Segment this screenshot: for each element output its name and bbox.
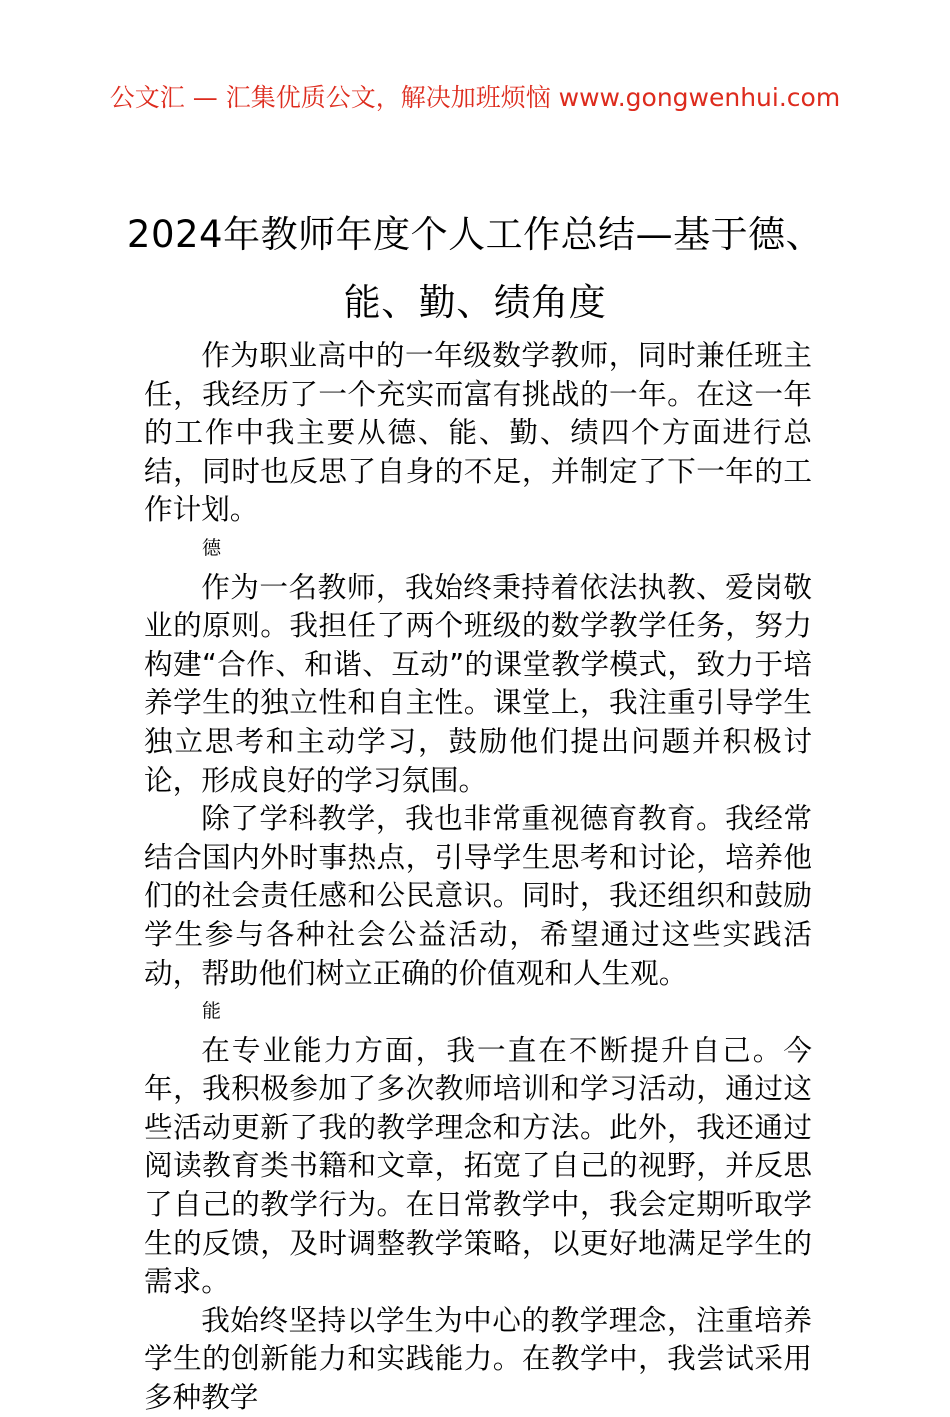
document-title-line-1: 2024年教师年度个人工作总结—基于德、: [126, 212, 824, 256]
document-title-line-2: 能、勤、绩角度: [343, 280, 607, 324]
section-heading: 能: [201, 1000, 221, 1023]
document-body: [144, 336, 812, 1417]
document-title: [120, 201, 830, 337]
site-watermark-banner: [0, 82, 950, 114]
body-paragraph: 作为职业高中的一年级数学教师，同时兼任班主任，我经历了一个充实而富有挑战的一年。在这一年的工作中我主要从德、能、勤、绩四个方面进行总结，同时也反思了自身的不足，并制定了下一年的工作计划。: [144, 338, 812, 527]
site-banner-url: www.gongwenhui.com: [558, 83, 841, 112]
body-paragraph: 在专业能力方面，我一直在不断提升自己。今年，我积极参加了多次教师培训和学习活动，通过这些活动更新了我的教学理念和方法。此外，我还通过阅读教育类书籍和文章，拓宽了自己的视野，并反思了自己的教学行为。在日常教学中，我会定期听取学生的反馈，及时调整教学策略，以更好地满足学生的需求。: [144, 1032, 812, 1299]
body-paragraph: 我始终坚持以学生为中心的教学理念，注重培养学生的创新能力和实践能力。在教学中，我尝试采用多种教学: [144, 1302, 812, 1415]
body-paragraph: 作为一名教师，我始终秉持着依法执教、爱岗敬业的原则。我担任了两个班级的数学教学任务，努力构建“合作、和谐、互动”的课堂教学模式，致力于培养学生的独立性和自主性。课堂上，我注重引导学生独立思考和主动学习，鼓励他们提出问题并积极讨论，形成良好的学习氛围。: [144, 569, 812, 797]
body-paragraph: 除了学科教学，我也非常重视德育教育。我经常结合国内外时事热点，引导学生思考和讨论，培养他们的社会责任感和公民意识。同时，我还组织和鼓励学生参与各种社会公益活动，希望通过这些实践活动，帮助他们树立正确的价值观和人生观。: [144, 801, 812, 990]
site-banner-chinese-text: 公文汇 — 汇集优质公文，解决加班烦恼: [109, 83, 551, 112]
section-heading: 德: [201, 536, 221, 559]
